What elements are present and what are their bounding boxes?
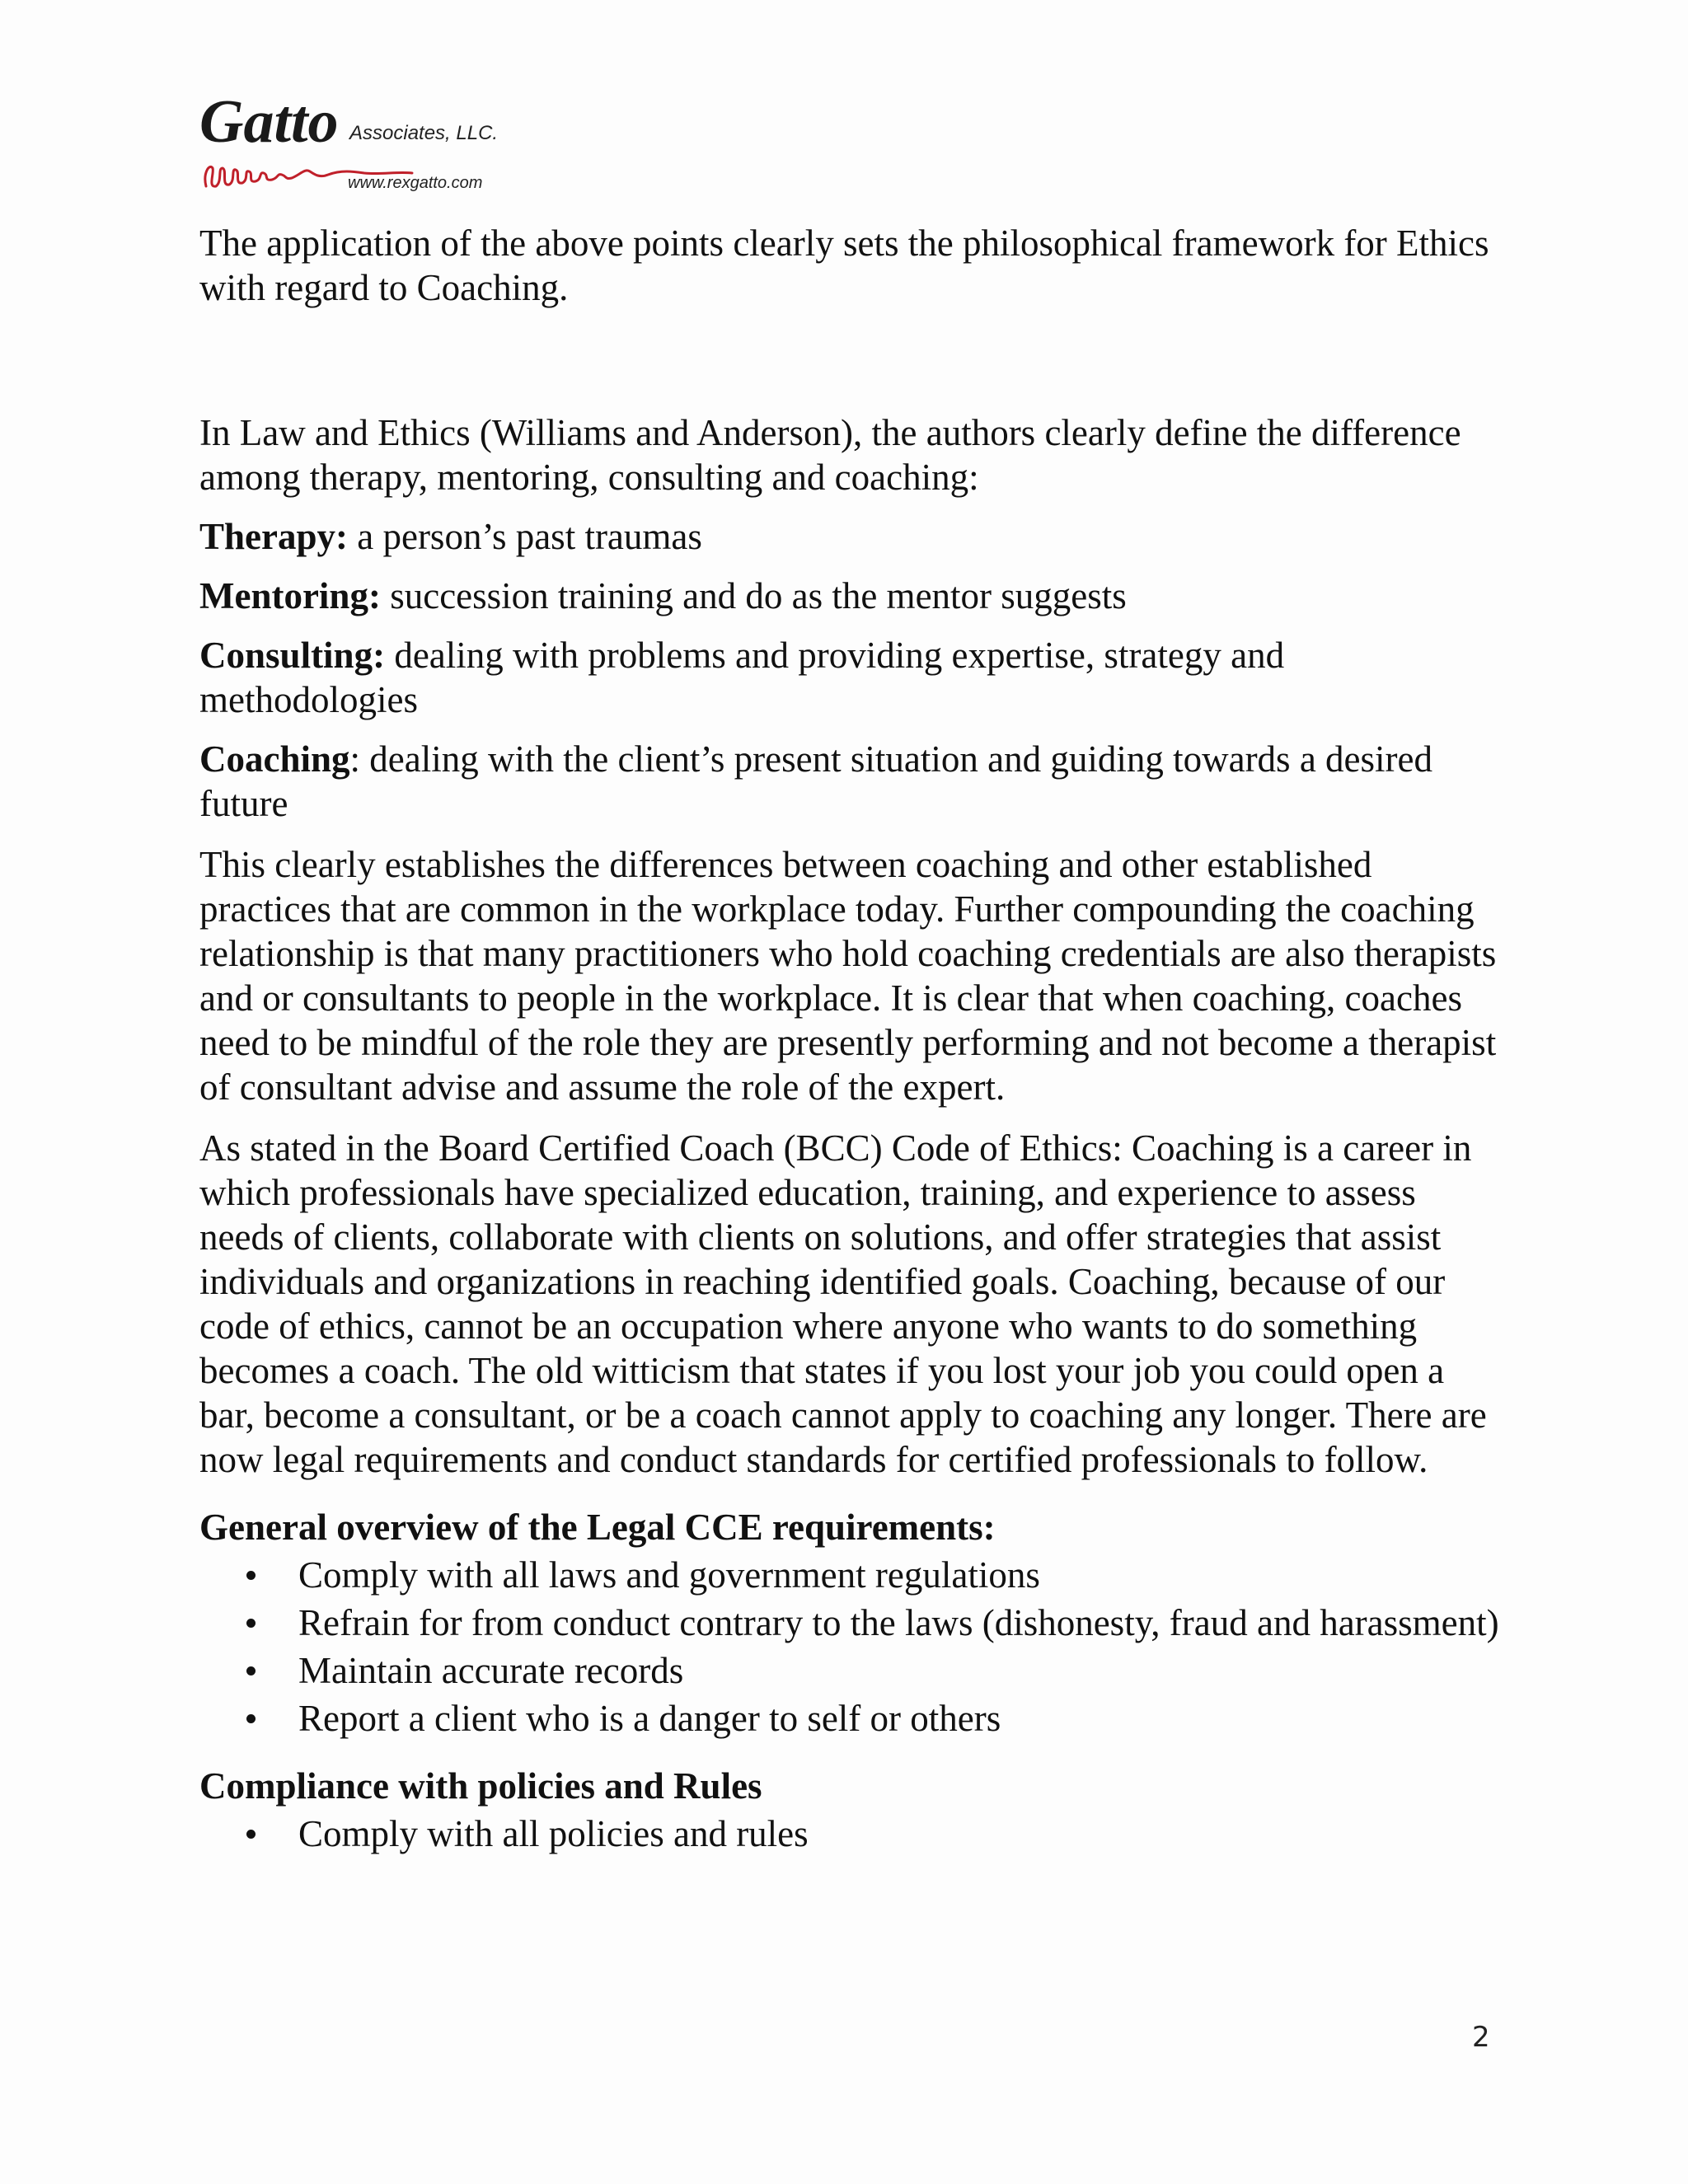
logo-tagline: Associates, LLC.: [349, 122, 499, 144]
list-item-text: Comply with all laws and government regulations: [298, 1554, 1040, 1596]
list-item: [199, 1601, 1502, 1645]
logo-name: Gatto: [199, 88, 339, 156]
company-logo: [199, 89, 529, 200]
definition-mentoring: [199, 574, 1502, 618]
logo-url: www.rexgatto.com: [348, 174, 483, 192]
law-ethics-paragraph: In Law and Ethics (Williams and Anderson), the authors clearly define the difference among therapy, mentoring, consulting and coaching:: [199, 412, 1461, 498]
document-body: [199, 221, 1502, 1856]
definition-term: Consulting:: [199, 635, 386, 676]
definition-coaching: [199, 737, 1502, 826]
legal-requirements-heading: General overview of the Legal CCE requirements:: [199, 1507, 996, 1548]
list-item: [199, 1811, 1502, 1856]
list-item: [199, 1648, 1502, 1693]
definition-term: Coaching: [199, 738, 350, 780]
list-item-text: Comply with all policies and rules: [298, 1813, 809, 1854]
definition-term: Mentoring:: [199, 575, 381, 616]
list-item: [199, 1553, 1502, 1597]
bullet-icon: [246, 1619, 256, 1628]
list-item-text: Maintain accurate records: [298, 1650, 684, 1691]
list-item-text: Refrain for from conduct contrary to the laws (dishonesty, fraud and harassment): [298, 1602, 1499, 1643]
list-item-text: Report a client who is a danger to self or others: [298, 1698, 1001, 1739]
definition-term: Therapy:: [199, 516, 348, 557]
definition-therapy: [199, 514, 1502, 559]
definition-text: : dealing with the client’s present situation and guiding towards a desired future: [199, 738, 1432, 824]
definition-text: a person’s past traumas: [348, 516, 702, 557]
intro-paragraph: The application of the above points clearly sets the philosophical framework for Ethics with regard to Coaching.: [199, 223, 1489, 308]
compliance-list: [199, 1811, 1502, 1856]
definition-consulting: [199, 633, 1502, 722]
bullet-icon: [246, 1714, 256, 1723]
page-number: 2: [1472, 2021, 1490, 2054]
bullet-icon: [246, 1571, 256, 1580]
legal-requirements-list: [199, 1553, 1502, 1741]
definition-text: dealing with problems and providing expertise, strategy and methodologies: [199, 635, 1285, 720]
differences-paragraph: This clearly establishes the differences between coaching and other established practices that are common in the workplace today. Further compounding the coaching relationship is that many practitioners who hold coaching credentials are also therapists and or consultants to people in the workplace. It is clear that when coaching, coaches need to be mindful of the role they are presently performing and not become a therapist of consultant advise and assume the role of the expert.: [199, 844, 1497, 1108]
list-item: [199, 1696, 1502, 1741]
bullet-icon: [246, 1666, 256, 1675]
definition-text: succession training and do as the mentor suggests: [380, 575, 1127, 616]
bullet-icon: [246, 1830, 256, 1839]
compliance-heading: Compliance with policies and Rules: [199, 1765, 762, 1807]
bcc-paragraph: As stated in the Board Certified Coach (BCC) Code of Ethics: Coaching is a career in which professionals have specialized education, training, and experience to assess needs of clients, collaborate with clients on solutions, and offer strategies that assist individuals and organizations in reaching identified goals. Coaching, because of our code of ethics, cannot be an occupation where anyone who wants to do something becomes a coach. The old witticism that states if you lost your job you could open a bar, become a consultant, or be a coach cannot apply to coaching any longer. There are now legal requirements and conduct standards for certified professionals to follow.: [199, 1127, 1487, 1480]
